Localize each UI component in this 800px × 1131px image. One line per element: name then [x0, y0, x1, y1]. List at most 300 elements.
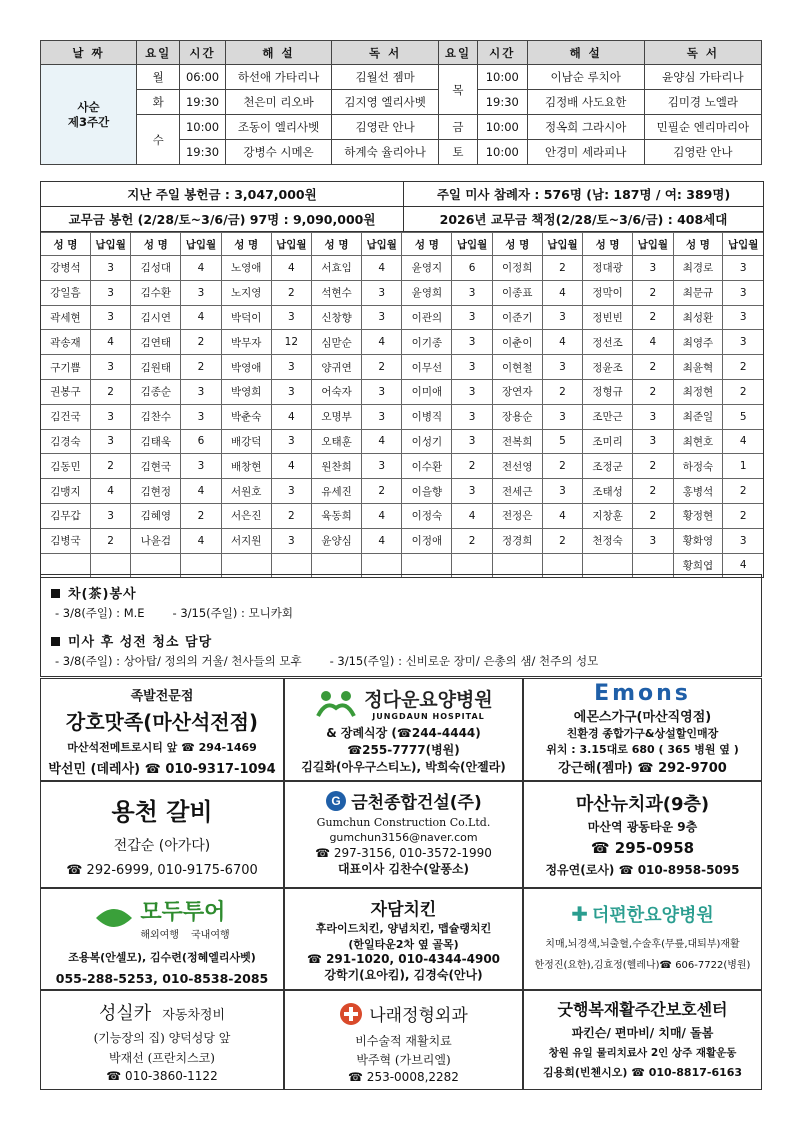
member-name: 최윤혁 — [673, 355, 723, 380]
modetour-name: 모두투어 — [140, 900, 226, 925]
member-name: 전선영 — [492, 454, 542, 479]
ad-phone: ☎ 291-1020, 010-4344-4900 — [306, 952, 501, 966]
paid-months: 2 — [633, 280, 673, 305]
hospital-name: 정다운요양병원 — [364, 689, 493, 711]
ad-menu: 후라이드치킨, 양념치킨, 맵슐랭치킨 — [315, 922, 492, 935]
member-name: 곽세현 — [41, 305, 90, 330]
commentary: 정옥희 그라시아 — [527, 115, 644, 140]
cleaning-1: - 3/8(주일) : 상아탑/ 정의의 거울/ 천사들의 모후 — [55, 654, 302, 668]
paid-months: 5 — [723, 404, 763, 429]
paid-months: 3 — [723, 528, 763, 553]
paid-months: 4 — [271, 454, 311, 479]
ad-desc: 창원 유일 물리치료사 2인 상주 재활운동 — [548, 1047, 737, 1059]
member-name: 이현철 — [492, 355, 542, 380]
ad-contact: ☎ 292-6999, 010-9175-6700 — [66, 863, 258, 878]
ad-yongcheon-galbi — [40, 781, 284, 888]
member-name: 하정숙 — [673, 454, 723, 479]
member-name: 강병석 — [41, 256, 90, 281]
paid-months: 2 — [723, 503, 763, 528]
member-name: 박영애 — [221, 355, 271, 380]
ad-contact: 강근해(젬마) ☎ 292-9700 — [558, 761, 727, 776]
col-day: 요일 — [137, 41, 180, 65]
member-name: 어숙자 — [312, 379, 362, 404]
paid-months: 3 — [633, 429, 673, 454]
member-name: 이수환 — [402, 454, 452, 479]
paid-months: 3 — [723, 305, 763, 330]
ad-contact: 정유연(로사) ☎ 010-8958-5095 — [545, 863, 740, 877]
paid-months: 2 — [181, 503, 221, 528]
paid-months: 3 — [452, 429, 492, 454]
member-name: 서지원 — [221, 528, 271, 553]
paid-months: 4 — [181, 256, 221, 281]
member-name: 김종순 — [131, 379, 181, 404]
paid-months: 2 — [633, 479, 673, 504]
ad-phone: ☎ 297-3156, 010-3572-1990 — [315, 846, 492, 860]
offering-total: 지난 주일 봉헌금 : 3,047,000원 — [41, 182, 404, 206]
col-name-header: 성 명 — [41, 233, 90, 256]
paid-months: 3 — [361, 404, 401, 429]
ad-address: (기능장의 집) 양덕성당 앞 — [93, 1031, 231, 1045]
member-name: 권봉구 — [41, 379, 90, 404]
member-name: 노영애 — [221, 256, 271, 281]
day: 목 — [438, 65, 477, 115]
commentary: 천은미 리오바 — [225, 90, 332, 115]
paid-months: 3 — [452, 330, 492, 355]
tithe-total: 교무금 봉헌 (2/28/토~3/6/금) 97명 : 9,090,000원 — [41, 207, 404, 231]
paid-months: 2 — [633, 355, 673, 380]
member-name: 김건국 — [41, 404, 90, 429]
paid-months: 3 — [271, 479, 311, 504]
col-name-header: 성 명 — [131, 233, 181, 256]
member-name: 오태훈 — [312, 429, 362, 454]
table-row — [41, 305, 763, 330]
paid-months: 3 — [452, 379, 492, 404]
modetour-sub-overseas: 해외여행 — [140, 930, 179, 941]
member-name: 김찬수 — [131, 404, 181, 429]
paid-months: 3 — [723, 256, 763, 281]
ad-contact: 김길화(아우구스티노), 박희숙(안젤라) — [301, 760, 506, 774]
table-row — [41, 404, 763, 429]
member-name: 김시연 — [131, 305, 181, 330]
ad-seongsil-car — [40, 990, 284, 1090]
cleaning-2: - 3/15(주일) : 신비로운 장미/ 은총의 샘/ 천주의 성모 — [329, 654, 599, 668]
tithe-plan: 2026년 교무금 책정(2/28/토~3/6/금) : 408세대 — [439, 212, 728, 227]
member-name: 서효임 — [312, 256, 362, 281]
time: 10:00 — [477, 115, 527, 140]
member-name: 김동민 — [41, 454, 90, 479]
member-name: 정형규 — [583, 379, 633, 404]
member-name: 최정현 — [673, 379, 723, 404]
paid-months: 3 — [181, 379, 221, 404]
member-name: 조정군 — [583, 454, 633, 479]
member-name: 이기종 — [402, 330, 452, 355]
member-name: 김수환 — [131, 280, 181, 305]
member-name: 장연자 — [492, 379, 542, 404]
paid-months: 4 — [361, 429, 401, 454]
paid-months: 3 — [271, 528, 311, 553]
member-name: 김현국 — [131, 454, 181, 479]
tithe-table-header — [41, 233, 763, 256]
paid-months: 4 — [361, 256, 401, 281]
member-name: 김태욱 — [131, 429, 181, 454]
ad-service: 비수술적 재활치료 — [355, 1034, 452, 1048]
table-row — [41, 528, 763, 553]
paid-months: 3 — [90, 503, 130, 528]
col-name-header: 성 명 — [402, 233, 452, 256]
member-name: 유세진 — [312, 479, 362, 504]
commentary: 이남순 루치아 — [527, 65, 644, 90]
modetour-logo-icon — [94, 904, 134, 932]
ad-name: 굿행복재활주간보호센터 — [557, 1000, 728, 1019]
time: 19:30 — [180, 140, 225, 165]
col-month-header: 납입월 — [181, 233, 221, 256]
paid-months: 2 — [452, 454, 492, 479]
paid-months: 3 — [361, 305, 401, 330]
member-name: 나윤검 — [131, 528, 181, 553]
tea-service-2: - 3/15(주일) : 모니카회 — [172, 606, 293, 620]
member-name: 정대광 — [583, 256, 633, 281]
bullet-square-icon — [51, 589, 60, 598]
company-name-en: Gumchun Construction Co.Ltd. — [316, 816, 491, 829]
ad-name: 자담치킨 — [370, 900, 437, 920]
ad-funeral: & 장례식장 (☎244-4444) — [326, 726, 481, 740]
col-time: 시간 — [180, 41, 225, 65]
emons-logo: Emons — [594, 681, 691, 706]
member-name: 정선조 — [583, 330, 633, 355]
commentary: 김정배 사도요한 — [527, 90, 644, 115]
ad-logo — [285, 788, 522, 813]
member-name: 김경숙 — [41, 429, 90, 454]
member-name: 이정숙 — [402, 503, 452, 528]
member-name: 조만근 — [583, 404, 633, 429]
paid-months: 3 — [90, 429, 130, 454]
col-month-header: 납입월 — [361, 233, 401, 256]
member-name: 서원호 — [221, 479, 271, 504]
member-name: 정빈빈 — [583, 305, 633, 330]
day: 월 — [137, 65, 180, 90]
paid-months: 2 — [181, 330, 221, 355]
hospital-name-en: JUNGDAUN HOSPITAL — [372, 712, 485, 721]
paid-months: 4 — [90, 479, 130, 504]
commentary: 조동이 엘리사벳 — [225, 115, 332, 140]
paid-months: 6 — [452, 256, 492, 281]
time: 19:30 — [477, 90, 527, 115]
paid-months: 2 — [90, 379, 130, 404]
paid-months: 2 — [633, 305, 673, 330]
ad-location: (한일타운2차 옆 골목) — [348, 938, 459, 951]
col-commentary-2: 해 설 — [527, 41, 644, 65]
narae-logo-icon — [339, 1002, 363, 1026]
paid-months: 4 — [181, 528, 221, 553]
member-name: 오명부 — [312, 404, 362, 429]
table-row — [41, 454, 763, 479]
ad-address: 위치 : 3.15대로 680 ( 365 병원 옆 ) — [546, 743, 739, 756]
col-name-header: 성 명 — [312, 233, 362, 256]
member-name: 장용순 — [492, 404, 542, 429]
clinic-name: 나래정형외과 — [369, 1006, 468, 1026]
member-name: 김혜영 — [131, 503, 181, 528]
col-month-header: 납입월 — [271, 233, 311, 256]
table-row — [41, 280, 763, 305]
paid-months: 2 — [723, 479, 763, 504]
ad-emons — [523, 678, 762, 781]
ad-good-happy-rehab — [523, 990, 762, 1090]
paid-months: 2 — [542, 379, 582, 404]
paid-months: 4 — [723, 553, 763, 577]
paid-months: 4 — [633, 330, 673, 355]
ad-category: 자동차정비 — [162, 1008, 226, 1023]
member-name: 최현호 — [673, 429, 723, 454]
ad-contact-names: 조용복(안셀모), 김수련(정혜엘리사벳) — [68, 951, 256, 964]
day: 화 — [137, 90, 180, 115]
member-name: 이미애 — [402, 379, 452, 404]
col-month-header: 납입월 — [633, 233, 673, 256]
member-name: 전정은 — [492, 503, 542, 528]
member-name: 심맏순 — [312, 330, 362, 355]
col-month-header: 납입월 — [452, 233, 492, 256]
ad-modetour — [40, 888, 284, 990]
ad-logo — [285, 685, 522, 721]
ad-title — [41, 999, 283, 1025]
paid-months: 2 — [542, 454, 582, 479]
period-line2: 제3주간 — [67, 114, 110, 129]
member-name: 최준일 — [673, 404, 723, 429]
member-name: 전세근 — [492, 479, 542, 504]
paid-months: 3 — [90, 355, 130, 380]
bullet-square-icon — [51, 637, 60, 646]
col-name-header: 성 명 — [583, 233, 633, 256]
company-email: gumchun3156@naver.com — [329, 831, 478, 844]
tea-service-line — [55, 605, 761, 621]
member-name: 육동희 — [312, 503, 362, 528]
paid-months: 2 — [361, 479, 401, 504]
col-name-header: 성 명 — [673, 233, 723, 256]
day: 금 — [438, 115, 477, 140]
ad-phone: ☎255-7777(병원) — [347, 743, 460, 757]
ad-services: 파킨슨/ 편마비/ 치매/ 돌봄 — [571, 1026, 714, 1040]
member-name: 이관의 — [402, 305, 452, 330]
member-name: 조태성 — [583, 479, 633, 504]
member-name: 김성대 — [131, 256, 181, 281]
paid-months: 3 — [181, 454, 221, 479]
svg-text:G: G — [331, 793, 341, 808]
member-name: 노지영 — [221, 280, 271, 305]
paid-months: 3 — [271, 429, 311, 454]
paid-months: 2 — [181, 355, 221, 380]
member-name: 천정숙 — [583, 528, 633, 553]
paid-months: 4 — [361, 503, 401, 528]
member-name: 구기쁨 — [41, 355, 90, 380]
member-name: 양귀연 — [312, 355, 362, 380]
contribution-section — [40, 181, 764, 578]
member-name: 신창향 — [312, 305, 362, 330]
member-name: 석현수 — [312, 280, 362, 305]
ad-services: 치매,뇌경색,뇌출혈,수술후(무릎,대퇴부)재활 — [545, 939, 740, 950]
paid-months: 3 — [633, 404, 673, 429]
table-row — [41, 355, 763, 380]
col-reading-2: 독 서 — [644, 41, 761, 65]
member-name: 이정희 — [492, 256, 542, 281]
paid-months: 3 — [542, 479, 582, 504]
col-month-header: 납입월 — [90, 233, 130, 256]
time: 10:00 — [477, 140, 527, 165]
reading: 김영란 안나 — [644, 140, 761, 165]
table-row — [41, 379, 763, 404]
ad-contact: 대표이사 김찬수(알퐁소) — [337, 862, 470, 876]
member-name: 김연태 — [131, 330, 181, 355]
ad-contact: 한정진(요한),김효정(헬레나)☎ 606-7722(병원) — [534, 960, 751, 971]
ad-phone: 055-288-5253, 010-8538-2085 — [55, 971, 269, 986]
paid-months: 6 — [181, 429, 221, 454]
reading: 김영란 안나 — [332, 115, 439, 140]
member-name: 이종표 — [492, 280, 542, 305]
period-cell — [41, 65, 137, 165]
member-name: 김맹지 — [41, 479, 90, 504]
table-row — [41, 479, 763, 504]
member-name: 정막이 — [583, 280, 633, 305]
member-name: 이을향 — [402, 479, 452, 504]
tea-service-1: - 3/8(주일) : M.E — [55, 606, 145, 620]
paid-months: 3 — [542, 404, 582, 429]
paid-months: 3 — [271, 379, 311, 404]
ad-phone: ☎ 253-0008,2282 — [348, 1070, 459, 1084]
paid-months: 4 — [90, 330, 130, 355]
paid-months: 2 — [90, 454, 130, 479]
paid-months: 3 — [452, 280, 492, 305]
time: 19:30 — [180, 90, 225, 115]
col-month-header: 납입월 — [542, 233, 582, 256]
reading: 김지영 엘리사벳 — [332, 90, 439, 115]
paid-months: 4 — [542, 330, 582, 355]
paid-months: 3 — [271, 355, 311, 380]
paid-months: 3 — [452, 355, 492, 380]
ad-contact: 김용희(빈첸시오) ☎ 010-8817-6163 — [542, 1066, 743, 1079]
notice-box — [40, 574, 762, 677]
paid-months: 3 — [90, 404, 130, 429]
cleaning-title: 미사 후 성전 청소 담당 — [68, 635, 213, 650]
reading: 윤양심 가타리나 — [644, 65, 761, 90]
member-name: 정경희 — [492, 528, 542, 553]
col-month-header: 납입월 — [723, 233, 763, 256]
paid-months: 12 — [271, 330, 311, 355]
member-name: 최경로 — [673, 256, 723, 281]
galbi-logo: 용천 갈비 — [111, 797, 213, 826]
member-name: 최문규 — [673, 280, 723, 305]
paid-months: 2 — [542, 256, 582, 281]
day: 수 — [137, 115, 180, 165]
member-name: 황화영 — [673, 528, 723, 553]
table-row — [41, 256, 763, 281]
paid-months: 3 — [633, 528, 673, 553]
member-name: 김병국 — [41, 528, 90, 553]
ad-address: 마산역 광동타운 9층 — [587, 820, 698, 834]
member-name: 박춘숙 — [221, 404, 271, 429]
paid-months: 3 — [181, 404, 221, 429]
company-name: 금천종합건설(주) — [351, 793, 482, 813]
paid-months: 2 — [90, 528, 130, 553]
ad-name: 강호맛족(마산석전점) — [65, 710, 259, 734]
ad-narae-orthopedics — [284, 990, 523, 1090]
ad-logo — [285, 1001, 522, 1026]
mass-attendance: 주일 미사 참례자 : 576명 (남: 187명 / 여: 389명) — [436, 187, 731, 202]
paid-months: 5 — [542, 429, 582, 454]
member-name: 최영주 — [673, 330, 723, 355]
member-name: 황희엽 — [673, 553, 723, 577]
reader-schedule-table — [40, 40, 762, 165]
ad-phone: ☎ 295-0958 — [590, 839, 695, 857]
summary-row-2 — [41, 207, 763, 232]
member-name: 배창현 — [221, 454, 271, 479]
paid-months: 3 — [361, 379, 401, 404]
paid-months: 2 — [633, 503, 673, 528]
ad-deopyeonhan-hospital — [523, 888, 762, 990]
col-date: 날 짜 — [41, 41, 137, 65]
member-name: 서은진 — [221, 503, 271, 528]
ad-owner: 전갑순 (아가다) — [113, 838, 211, 854]
paid-months: 3 — [633, 256, 673, 281]
paid-months: 3 — [271, 305, 311, 330]
paid-months: 4 — [452, 503, 492, 528]
col-name-header: 성 명 — [221, 233, 271, 256]
ad-address: 마산석전메트로시티 앞 ☎ 294-1469 — [67, 741, 257, 754]
ad-desc: 친환경 종합가구&상설할인매장 — [566, 727, 719, 740]
reading: 하계숙 율리아나 — [332, 140, 439, 165]
ad-contact: 강학기(요아킴), 김경숙(안나) — [324, 968, 483, 982]
col-day-2: 요일 — [438, 41, 477, 65]
paid-months: 2 — [361, 355, 401, 380]
col-reading: 독 서 — [332, 41, 439, 65]
paid-months: 2 — [723, 379, 763, 404]
member-name: 김현정 — [131, 479, 181, 504]
hospital-cross-icon: ✚ — [571, 902, 589, 926]
ad-masan-new-dental — [523, 781, 762, 888]
cleaning-heading — [51, 631, 761, 650]
member-name: 곽송재 — [41, 330, 90, 355]
paid-months: 3 — [542, 305, 582, 330]
paid-months: 4 — [361, 330, 401, 355]
member-name: 지창훈 — [583, 503, 633, 528]
ad-owner: 박주혁 (가브리엘) — [356, 1053, 451, 1067]
paid-months: 2 — [633, 454, 673, 479]
hospital-logo-icon — [314, 688, 358, 718]
member-name: 윤영지 — [402, 256, 452, 281]
col-time-2: 시간 — [477, 41, 527, 65]
member-name: 김무갑 — [41, 503, 90, 528]
member-name: 윤영희 — [402, 280, 452, 305]
member-name: 박덕이 — [221, 305, 271, 330]
time: 10:00 — [180, 115, 225, 140]
paid-months: 2 — [271, 503, 311, 528]
member-name: 이성기 — [402, 429, 452, 454]
reading: 김월선 젬마 — [332, 65, 439, 90]
day: 토 — [438, 140, 477, 165]
member-name: 박영희 — [221, 379, 271, 404]
modetour-subtitle — [140, 926, 229, 941]
gumchun-logo-icon — [325, 790, 347, 812]
tea-service-title: 차(茶)봉사 — [68, 587, 137, 602]
ad-jadam-chicken — [284, 888, 523, 990]
member-name: 배강덕 — [221, 429, 271, 454]
reading: 김미경 노엘라 — [644, 90, 761, 115]
col-commentary: 해 설 — [225, 41, 332, 65]
member-name: 전복희 — [492, 429, 542, 454]
member-name: 이정애 — [402, 528, 452, 553]
paid-months: 2 — [723, 355, 763, 380]
member-name: 황정현 — [673, 503, 723, 528]
tithe-table — [41, 232, 763, 577]
paid-months: 3 — [723, 280, 763, 305]
paid-months: 2 — [452, 528, 492, 553]
